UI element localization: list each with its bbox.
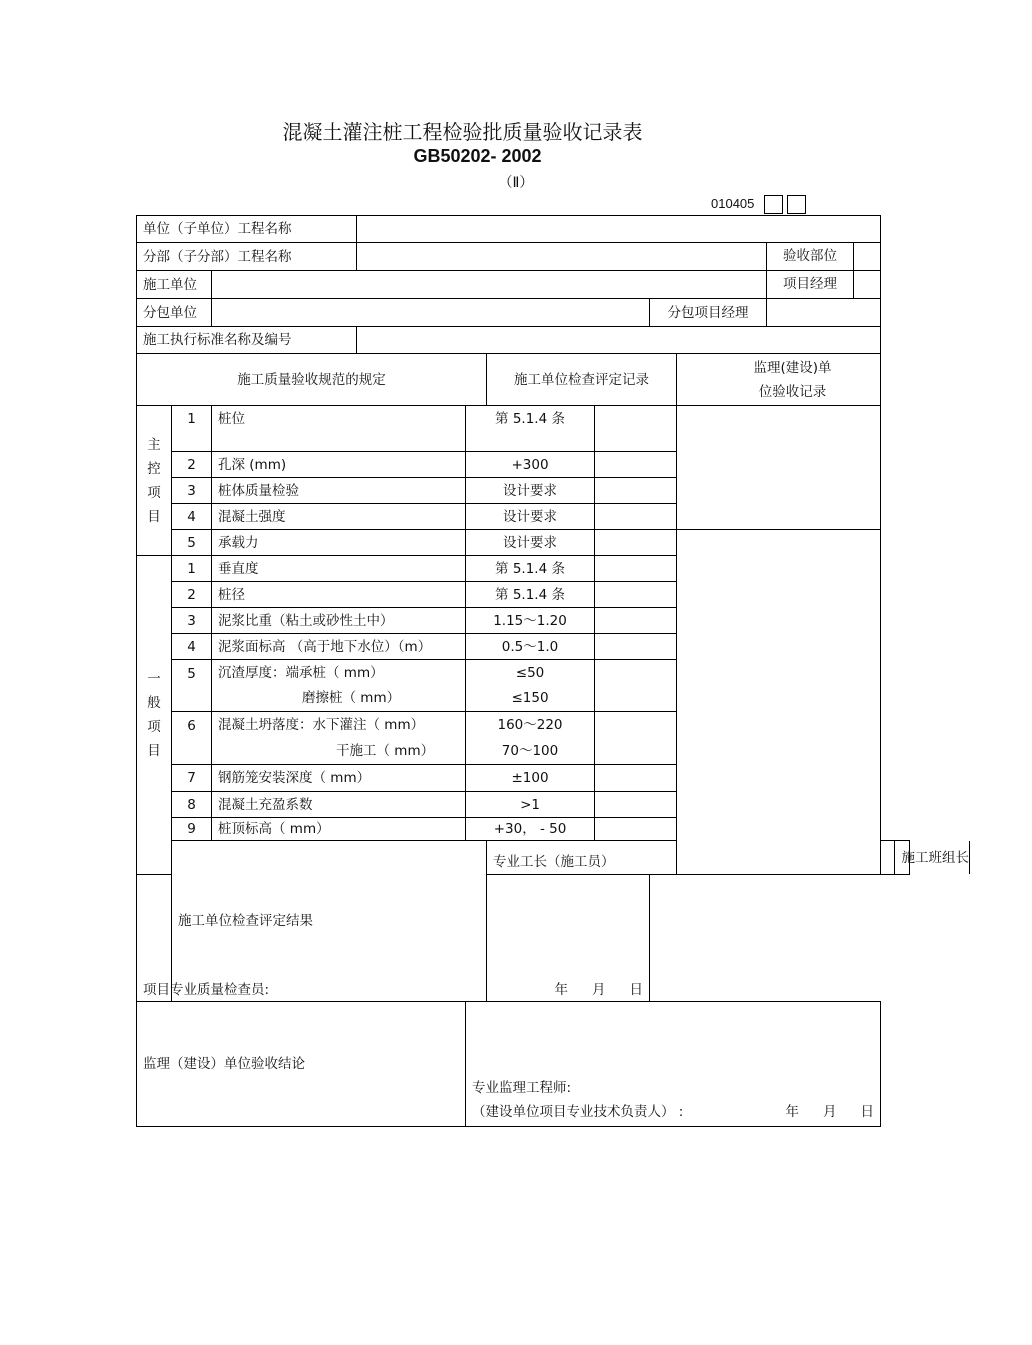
info-row-subcontractor bbox=[137, 299, 910, 327]
project-manager-value[interactable] bbox=[854, 271, 880, 298]
supervisor-record-header-line2: 位验收记录 bbox=[758, 383, 827, 400]
item-number: 7 bbox=[172, 765, 212, 792]
contractor-date: 年 月 日 bbox=[554, 982, 644, 998]
foreman-label: 专业工长（施工员） bbox=[487, 841, 677, 875]
item-name: 桩位 bbox=[212, 406, 466, 452]
sub-manager-label: 分包项目经理 bbox=[650, 299, 767, 327]
form-code: 010405 bbox=[711, 196, 755, 211]
item-requirement-sub: 70～100 bbox=[466, 739, 595, 765]
contractor-record-cell[interactable] bbox=[595, 818, 677, 841]
contractor-record-cell[interactable] bbox=[595, 660, 677, 712]
item-number: 1 bbox=[172, 556, 212, 582]
item-requirement: +30， - 50 bbox=[466, 818, 595, 841]
contractor-record-cell[interactable] bbox=[595, 556, 677, 582]
contractor-record-cell[interactable] bbox=[595, 765, 677, 792]
item-name: 泥浆面标高 （高于地下水位）（m） bbox=[212, 634, 466, 660]
contractor-value[interactable] bbox=[212, 271, 767, 299]
qc-inspector-label: 项目专业质量检查员: bbox=[143, 982, 270, 998]
item-requirement: 设计要求 bbox=[466, 530, 595, 556]
item-requirement: 第 5.1.4 条 bbox=[466, 582, 595, 608]
contractor-record-header: 施工单位检查评定记录 bbox=[487, 354, 677, 406]
item-requirement: 设计要求 bbox=[466, 478, 595, 504]
item-name: 垂直度 bbox=[212, 556, 466, 582]
supervisor-engineer-label: 专业监理工程师: bbox=[472, 1080, 572, 1096]
info-row-sub-project bbox=[137, 243, 910, 271]
contractor-result-row bbox=[137, 875, 910, 1002]
info-row-standard bbox=[137, 327, 910, 354]
item-name: 承载力 bbox=[212, 530, 466, 556]
unit-project-value[interactable] bbox=[357, 216, 881, 243]
item-number: 6 bbox=[172, 712, 212, 765]
item-name: 桩体质量检验 bbox=[212, 478, 466, 504]
subcontractor-label: 分包单位 bbox=[137, 299, 212, 327]
item-name: 钢筋笼安装深度（ mm） bbox=[212, 765, 466, 792]
item-requirement: 160～220 bbox=[466, 712, 595, 739]
supervisor-conclusion-label: 监理（建设）单位验收结论 bbox=[137, 1002, 466, 1127]
general-items-label: 一 般 项 目 bbox=[137, 556, 172, 875]
item-name: 沉渣厚度：端承桩（ mm） bbox=[212, 660, 466, 686]
item-name: 混凝土充盈系数 bbox=[212, 792, 466, 818]
item-number: 9 bbox=[172, 818, 212, 841]
item-name: 泥浆比重（粘土或砂性土中） bbox=[212, 608, 466, 634]
item-number: 4 bbox=[172, 634, 212, 660]
item-name: 孔深 (mm) bbox=[212, 452, 466, 478]
item-requirement: 0.5～1.0 bbox=[466, 634, 595, 660]
owner-rep-label: （建设单位项目专业技术负责人） : bbox=[472, 1104, 684, 1120]
info-row-contractor bbox=[137, 271, 910, 299]
contractor-record-cell[interactable] bbox=[595, 406, 677, 452]
supervisor-date: 年 月 日 bbox=[785, 1104, 875, 1120]
supervisor-record-main[interactable] bbox=[677, 406, 881, 530]
item-requirement-sub: ≤150 bbox=[466, 686, 595, 712]
item-requirement: ≤50 bbox=[466, 660, 595, 686]
item-requirement: 设计要求 bbox=[466, 504, 595, 530]
supervisor-conclusion-row bbox=[137, 1002, 910, 1127]
item-number: 5 bbox=[172, 660, 212, 712]
item-name: 桩顶标高（ mm） bbox=[212, 818, 466, 841]
item-number: 2 bbox=[172, 452, 212, 478]
contractor-record-cell[interactable] bbox=[595, 712, 677, 765]
unit-project-label: 单位（子单位）工程名称 bbox=[137, 216, 357, 243]
contractor-result-area[interactable] bbox=[137, 875, 650, 1002]
sub-project-label: 分部（子分部）工程名称 bbox=[137, 243, 357, 271]
standard-label: 施工执行标准名称及编号 bbox=[137, 327, 357, 354]
item-number: 8 bbox=[172, 792, 212, 818]
contractor-record-cell[interactable] bbox=[595, 530, 677, 556]
contractor-result-label: 施工单位检查评定结果 bbox=[172, 841, 487, 1002]
item-name: 混凝土坍落度：水下灌注（ mm） bbox=[212, 712, 466, 739]
contractor-record-cell[interactable] bbox=[595, 478, 677, 504]
item-name: 混凝土强度 bbox=[212, 504, 466, 530]
code-box-1[interactable] bbox=[764, 195, 783, 214]
supervisor-record-header bbox=[677, 354, 881, 406]
main-item-row bbox=[137, 530, 910, 556]
item-requirement: ±100 bbox=[466, 765, 595, 792]
spec-header: 施工质量验收规范的规定 bbox=[137, 354, 487, 406]
standard-code: GB50202- 2002 bbox=[413, 146, 542, 166]
info-row-unit-project bbox=[137, 216, 910, 243]
contractor-record-cell[interactable] bbox=[595, 608, 677, 634]
main-items-label: 主 控 项 目 bbox=[137, 406, 172, 556]
team-leader-label: 施工班组长 bbox=[895, 841, 970, 874]
inspection-part-label: 验收部位 bbox=[767, 243, 854, 270]
foreman-value[interactable] bbox=[881, 841, 895, 875]
inspection-form bbox=[136, 215, 969, 1127]
contractor-label: 施工单位 bbox=[137, 271, 212, 299]
item-requirement: 第 5.1.4 条 bbox=[466, 406, 595, 452]
item-number: 2 bbox=[172, 582, 212, 608]
item-requirement: 第 5.1.4 条 bbox=[466, 556, 595, 582]
sub-manager-value[interactable] bbox=[767, 299, 881, 327]
item-name-sub: 干施工（ mm） bbox=[212, 739, 466, 765]
item-name: 桩径 bbox=[212, 582, 466, 608]
item-number: 3 bbox=[172, 608, 212, 634]
item-name-sub: 磨擦桩（ mm） bbox=[212, 686, 466, 712]
supervisor-conclusion-area[interactable] bbox=[466, 1002, 881, 1127]
contractor-record-cell[interactable] bbox=[595, 452, 677, 478]
supervisor-record-general[interactable] bbox=[677, 530, 881, 875]
part-number: （Ⅱ） bbox=[498, 175, 534, 191]
subcontractor-value[interactable] bbox=[212, 299, 650, 327]
main-item-row bbox=[137, 406, 910, 452]
item-number: 1 bbox=[172, 406, 212, 452]
inspection-part-value[interactable] bbox=[854, 243, 880, 270]
contractor-record-cell[interactable] bbox=[595, 792, 677, 818]
item-requirement: +300 bbox=[466, 452, 595, 478]
column-header-row bbox=[137, 354, 910, 406]
item-number: 4 bbox=[172, 504, 212, 530]
item-requirement: 1.15～1.20 bbox=[466, 608, 595, 634]
contractor-record-cell[interactable] bbox=[595, 634, 677, 660]
project-manager-label: 项目经理 bbox=[767, 271, 854, 298]
item-number: 3 bbox=[172, 478, 212, 504]
standard-value[interactable] bbox=[357, 327, 881, 354]
contractor-record-cell[interactable] bbox=[595, 504, 677, 530]
sub-project-value[interactable] bbox=[357, 243, 767, 271]
item-number: 5 bbox=[172, 530, 212, 556]
form-title: 混凝土灌注桩工程检验批质量验收记录表 bbox=[282, 120, 643, 144]
supervisor-record-header-line1: 监理(建设)单 bbox=[753, 359, 832, 376]
contractor-record-cell[interactable] bbox=[595, 582, 677, 608]
code-box-2[interactable] bbox=[787, 195, 806, 214]
item-requirement: >1 bbox=[466, 792, 595, 818]
